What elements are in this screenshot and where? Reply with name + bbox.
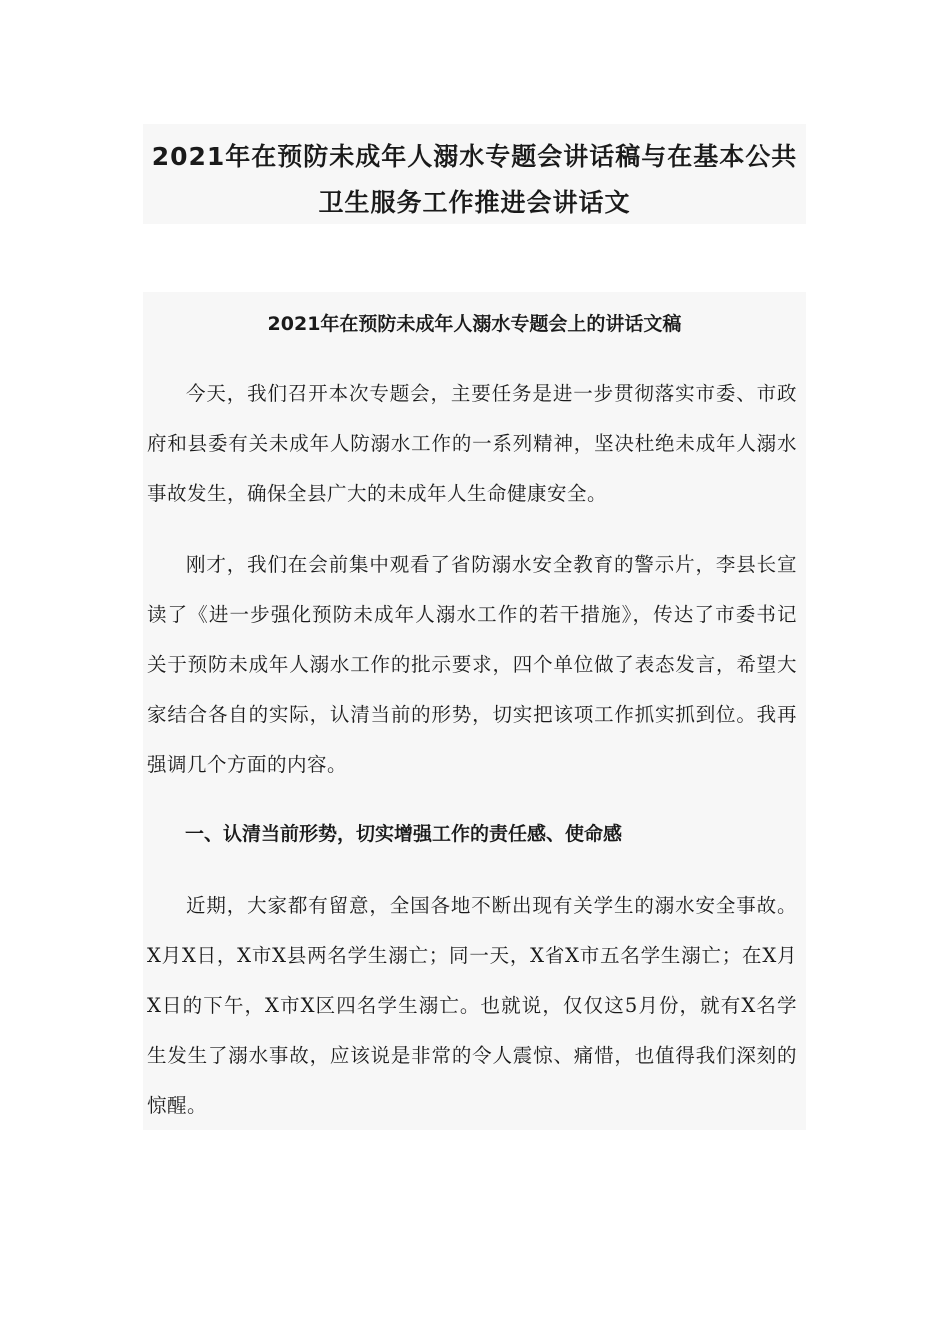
paragraph-1: 今天，我们召开本次专题会，主要任务是进一步贯彻落实市委、市政府和县委有关未成年人防溺水工作的一系列精神，坚决杜绝未成年人溺水事故发生，确保全县广大的未成年人生命健康安全。	[147, 382, 797, 505]
document-title: 2021年在预防未成年人溺水专题会讲话稿与在基本公共卫生服务工作推进会讲话文	[151, 142, 798, 217]
document-title-block	[143, 124, 806, 224]
document-body	[143, 292, 806, 1130]
paragraph-3: 近期，大家都有留意，全国各地不断出现有关学生的溺水安全事故。X月X日，X市X县两名学生溺亡；同一天，X省X市五名学生溺亡；在X月X日的下午，X市X区四名学生溺亡。也就说，仅仅这5月份，就有X名学生发生了溺水事故，应该说是非常的令人震惊、痛惜，也值得我们深刻的惊醒。	[147, 894, 797, 1117]
paragraph-2: 刚才，我们在会前集中观看了省防溺水安全教育的警示片，李县长宣读了《进一步强化预防未成年人溺水工作的若干措施》，传达了市委书记关于预防未成年人溺水工作的批示要求，四个单位做了表态发言，希望大家结合各自的实际，认清当前的形势，切实把该项工作抓实抓到位。我再强调几个方面的内容。	[147, 553, 797, 776]
section-title: 2021年在预防未成年人溺水专题会上的讲话文稿	[267, 313, 682, 335]
heading-1: 一、认清当前形势，切实增强工作的责任感、使命感	[185, 823, 623, 845]
